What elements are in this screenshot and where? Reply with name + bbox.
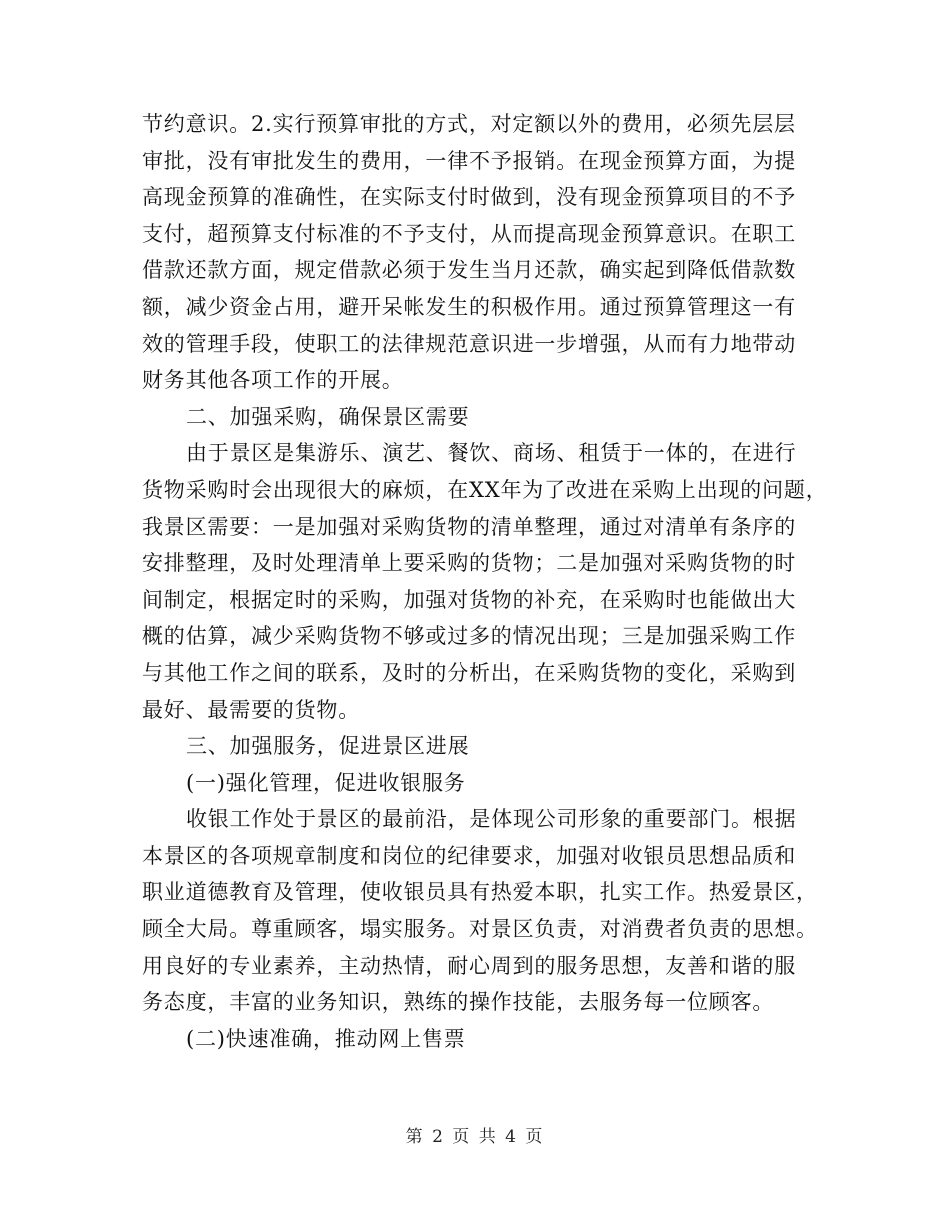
text-line: 由于景区是集游乐、演艺、餐饮、商场、租赁于一体的，在进行 xyxy=(186,441,797,466)
text-line: 本景区的各项规章制度和岗位的纪律要求，加强对收银员思想品质和 xyxy=(142,843,796,868)
text-line: 间制定，根据定时的采购，加强对货物的补充，在采购时也能做出大 xyxy=(142,587,796,612)
document-body xyxy=(142,106,828,1057)
text-line: 三、加强服务，促进景区进展 xyxy=(186,734,470,759)
text-line: (一)强化管理，促进收银服务 xyxy=(186,770,466,795)
page-number-footer: 第 2 页 共 4 页 xyxy=(405,1127,545,1147)
text-line: 额，减少资金占用，避开呆帐发生的积极作用。通过预算管理这一有 xyxy=(142,294,796,319)
text-line: 安排整理，及时处理清单上要采购的货物；二是加强对采购货物的时 xyxy=(142,551,796,576)
text-line: 货物采购时会出现很大的麻烦，在XX年为了改进在采购上出现的问题， xyxy=(142,477,828,502)
text-line: 支付，超预算支付标准的不予支付，从而提高现金预算意识。在职工 xyxy=(142,221,796,246)
text-line: 二、加强采购，确保景区需要 xyxy=(186,404,470,429)
text-line: 收银工作处于景区的最前沿，是体现公司形象的重要部门。根据 xyxy=(186,807,797,832)
text-line: 财务其他各项工作的开展。 xyxy=(142,368,404,393)
text-line: 顾全大局。尊重顾客，塌实服务。对景区负责，对消费者负责的思想。 xyxy=(142,917,818,942)
text-line: 与其他工作之间的联系，及时的分析出，在采购货物的变化，采购到 xyxy=(142,660,796,685)
text-line: 概的估算，减少采购货物不够或过多的情况出现；三是加强采购工作 xyxy=(142,624,796,649)
text-line: 用良好的专业素养，主动热情，耐心周到的服务思想，友善和谐的服 xyxy=(142,953,796,978)
text-line: 高现金预算的准确性，在实际支付时做到，没有现金预算项目的不予 xyxy=(142,185,796,210)
text-line: 我景区需要：一是加强对采购货物的清单整理，通过对清单有条序的 xyxy=(142,514,796,539)
text-line: 务态度，丰富的业务知识，熟练的操作技能，去服务每一位顾客。 xyxy=(142,990,775,1015)
text-line: 最好、最需要的货物。 xyxy=(142,697,360,722)
text-line: 节约意识。2.实行预算审批的方式，对定额以外的费用，必须先层层 xyxy=(142,112,796,136)
text-line: 职业道德教育及管理，使收银员具有热爱本职，扎实工作。热爱景区， xyxy=(142,880,818,905)
text-line: 效的管理手段，使职工的法律规范意识进一步增强，从而有力地带动 xyxy=(142,331,796,356)
text-line: (二)快速准确，推动网上售票 xyxy=(186,1026,466,1051)
text-line: 借款还款方面，规定借款必须于发生当月还款，确实起到降低借款数 xyxy=(142,258,796,283)
text-line: 审批，没有审批发生的费用，一律不予报销。在现金预算方面，为提 xyxy=(142,148,796,173)
